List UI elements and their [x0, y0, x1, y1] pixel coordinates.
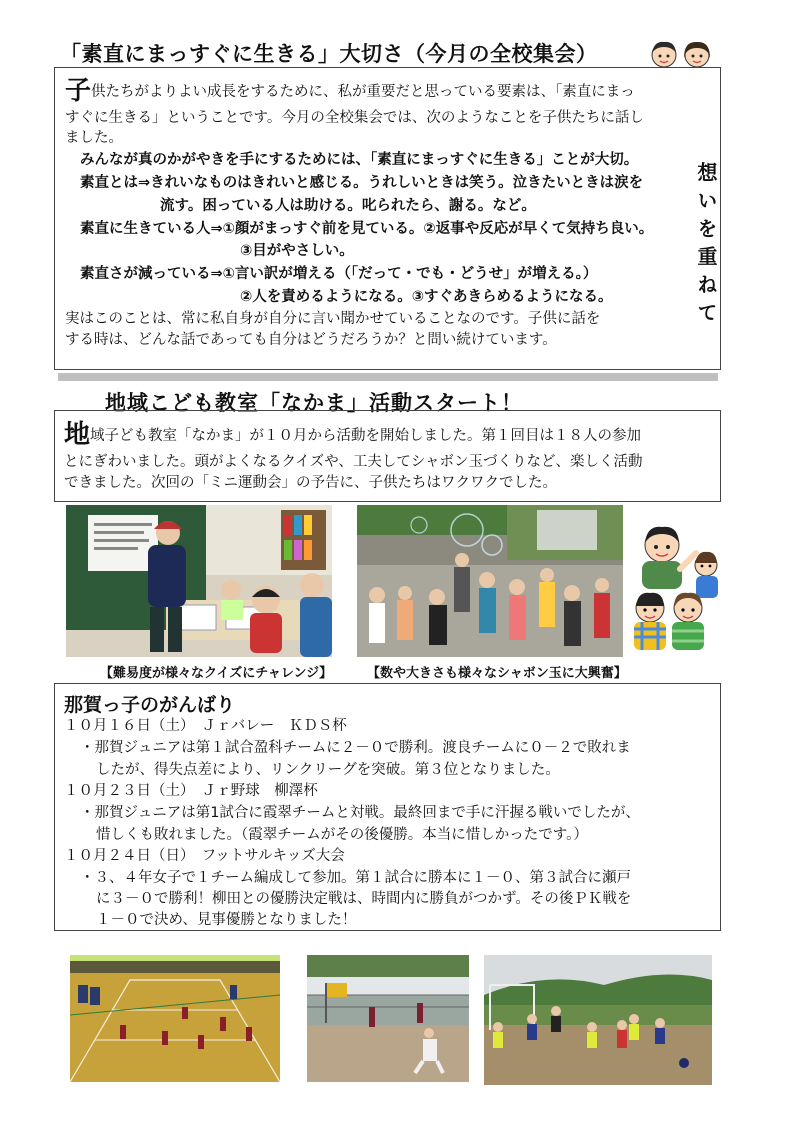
assembly-intro-line2: すぐに生きる」ということです。今月の全校集会では、次のようなことを子供たちに話し [65, 110, 644, 126]
event3-text2: に３－０で勝利！柳田との優勝決定戦は、時間内に勝負がつかず。その後ＰＫ戦を [96, 891, 632, 907]
nakama-dropcap: 地 [64, 420, 91, 450]
nakama-line1 [64, 422, 641, 449]
event2-text1: ・那賀ジュニアは第1試合に霞翠チームと対戦。最終回まで手に汗握る戦いでしたが、 [80, 805, 640, 821]
sports-title: 那賀っ子のがんばり [64, 694, 236, 716]
assembly-intro-line3: ました。 [65, 130, 123, 146]
baseball-photo [307, 955, 469, 1082]
assembly-intro-text: 供たちがよりよい成長をするために、私が重要だと思っている要素は、「素直にまっ [91, 84, 635, 100]
assembly-title: 「素直にまっすぐに生きる」大切さ（今月の全校集会） [60, 42, 598, 66]
assembly-intro-line1 [65, 78, 635, 105]
futsal-photo [484, 955, 712, 1085]
nakama-text: 域子ども教室「なかま」が１０月から活動を開始しました。第１回目は１８人の参加 [90, 428, 642, 444]
event3-text3: １－０で決め、見事優勝となりました！ [96, 912, 357, 928]
event3-text1: ・３、４年女子で１チーム編成して参加。第１試合に勝本に１－０、第３試合に瀬戸 [80, 870, 631, 886]
quiz-photo-caption: 【難易度が様々なクイズにチャレンジ】 [100, 666, 333, 681]
event2-date: １０月２３日（土） Ｊｒ野球 柳澤杯 [64, 783, 318, 799]
classroom-quiz-photo [66, 505, 332, 657]
assembly-ending-line1: 実はこのことは、常に私自身が自分に言い聞かせていることなのです。子供に話を [65, 311, 601, 327]
event1-text2: したが、得失点差により、リンクリーグを突破。第３位となりました。 [96, 762, 560, 778]
event1-date: １０月１６日（土） Ｊｒバレー ＫＤＳ杯 [64, 718, 347, 734]
bubble-play-photo [357, 505, 623, 657]
assembly-point-4-cont: ②人を責めるようになる。③すぐあきらめるようになる。 [240, 289, 613, 305]
side-vertical-text: 想いを重ねて [694, 162, 718, 330]
nakama-title: 地域こども教室「なかま」活動スタート！ [105, 391, 523, 415]
nakama-line2: とにぎわいました。頭がよくなるクイズや、工夫してシャボン玉づくりなど、楽しく活動 [64, 454, 643, 470]
event1-text1: ・那賀ジュニアは第１試合盈科チームに２－０で勝利。渡良チームに０－２で敗れま [80, 740, 631, 756]
assembly-point-2: 素直とは⇒きれいなものはきれいと感じる。うれしいときは笑う。泣きたいときは涙を [80, 175, 644, 191]
nakama-line3: できました。次回の「ミニ運動会」の予告に、子供たちはワクワクでした。 [64, 475, 557, 491]
cheering-kids-illustration [628, 523, 720, 653]
assembly-ending-line2: する時は、どんな話であっても自分はどうだろうか？と問い続けています。 [65, 332, 557, 348]
kids-face-icon [648, 38, 714, 70]
assembly-point-4: 素直さが減っている⇒①言い訳が増える（「だって・でも・どうせ」が増える。） [80, 266, 598, 282]
volleyball-gym-photo [70, 955, 280, 1082]
assembly-point-2-cont: 流す。困っている人は助ける。叱られたら、謝る。など。 [160, 198, 536, 214]
assembly-dropcap: 子 [65, 76, 92, 106]
assembly-point-3: 素直に生きている人⇒①顔がまっすぐ前を見ている。②返事や反応が早くて気持ち良い。 [80, 221, 654, 237]
bubble-photo-caption: 【数や大きさも様々なシャボン玉に大興奮】 [367, 666, 627, 681]
assembly-point-1: みんなが真のかがやきを手にするためには、「素直にまっすぐに生きる」ことが大切。 [80, 152, 639, 168]
event2-text2: 惜しくも敗れました。（霞翠チームがその後優勝。本当に惜しかったです。） [96, 827, 588, 843]
event3-date: １０月２４日（日） フットサルキッズ大会 [64, 848, 345, 864]
assembly-point-3-cont: ③目がやさしい。 [240, 243, 354, 259]
section-divider [58, 373, 718, 381]
